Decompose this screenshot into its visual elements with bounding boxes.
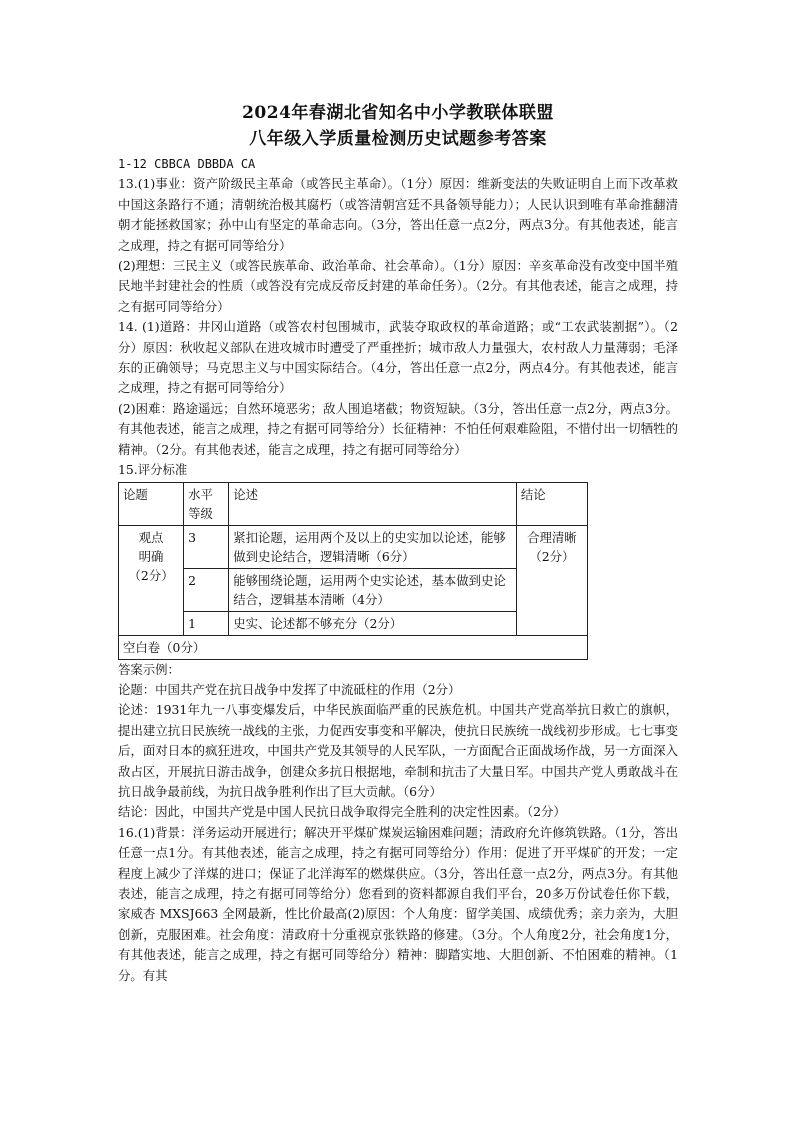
table-header-row <box>119 482 588 525</box>
q13-part1: 13.(1)事业：资产阶级民主革命（或答民主革命）。（1分）原因：维新变法的失败证明自上而下改革救中国这条路行不通；清朝统治极其腐朽（或答清朝宫廷不具备领导能力）；人民认识到唯有革命推翻清朝才能拯救国家；孙中山有坚定的革命志向。（3分，答出任意一点2分，两点3分。有其他表述，能言之成理，持之有据可同等给分） <box>118 176 678 253</box>
conclusion-criterion: 合理清晰 （2分） <box>516 525 587 635</box>
header-level: 水平 等级 <box>184 482 229 525</box>
q14-part2: (2)困难：路途遥远；自然环境恶劣；敌人围追堵截；物资短缺。（3分，答出任意一点2分，两点3分。有其他表述，能言之成理，持之有据可同等给分）长征精神：不怕任何艰难险阻，不惜付出一切牺牲的精神。（2分。有其他表述，能言之成理，持之有据可同等给分） <box>118 400 678 457</box>
description-cell: 紧扣论题，运用两个及以上的史实加以论述，能够做到史论结合，逻辑清晰（6分） <box>229 525 517 568</box>
topic-criterion: 观点 明确 （2分） <box>119 525 184 635</box>
level-cell: 1 <box>184 611 229 635</box>
table-row <box>119 635 588 659</box>
scoring-table <box>118 482 588 660</box>
answer-sheet <box>118 100 678 986</box>
header-argument: 论述 <box>229 482 517 525</box>
example-topic: 论题：中国共产党在抗日战争中发挥了中流砥柱的作用（2分） <box>118 681 461 697</box>
table-row <box>119 525 588 568</box>
blank-paper-row: 空白卷（0分） <box>119 635 588 659</box>
header-conclusion: 结论 <box>516 482 587 525</box>
example-conclusion: 结论：因此，中国共产党是中国人民抗日战争取得完全胜利的决定性因素。（2分） <box>118 804 566 820</box>
q15-heading: 15.评分标准 <box>118 462 188 478</box>
title-line-1: 2024年春湖北省知名中小学教联体联盟 <box>242 103 554 123</box>
choice-answers: 1-12 CBBCA DBBDA CA <box>118 157 256 171</box>
level-cell: 3 <box>184 525 229 568</box>
description-cell: 能够围绕论题，运用两个史实论述，基本做到史论结合，逻辑基本清晰（4分） <box>229 568 517 611</box>
q13-part2: (2)理想：三民主义（或答民族革命、政治革命、社会革命）。（1分）原因：辛亥革命没有改变中国半殖民地半封建社会的性质（或答没有完成反帝反封建的革命任务）。（2分。有其他表述，能言之成理，持之有据可同等给分） <box>118 258 678 314</box>
header-topic: 论题 <box>119 482 184 525</box>
description-cell: 史实、论述都不够充分（2分） <box>229 611 517 635</box>
q16-text: 16.(1)背景：洋务运动开展进行；解决开平煤矿煤炭运输困难问题；清政府允许修筑铁路。（1分，答出任意一点1分。有其他表述，能言之成理，持之有据可同等给分）作用：促进了开平煤矿的开发；一定程度上减少了洋煤的进口；保证了北洋海军的燃煤供应。（3分，答出任意一点2分，两点3分。有其他表述，能言之成理，持之有据可同等给分）您看到的资料都源自我们平台，20多万份试卷任你下载，家威杏 MXSJ663 全网最新，性比价最高(2)原因：个人角度：留学美国、成绩优秀；亲力亲为，大胆创新，克服困难。社会角度：清政府十分重视京张铁路的修建。（3分。个人角度2分，社会角度1分，有其他表述，能言之成理，持之有据可同等给分）精神：脚踏实地、大胆创新、不怕困难的精神。（1分。有其 <box>118 824 678 983</box>
example-heading: 答案示例： <box>118 661 180 677</box>
title-line-2: 八年级入学质量检测历史试题参考答案 <box>249 129 547 149</box>
q14-part1: 14. (1)道路：井冈山道路（或答农村包围城市，武装夺取政权的革命道路；或“工农武装割据”）。（2分）原因：秋收起义部队在进攻城市时遭受了严重挫折；城市敌人力量强大，农村敌人力量薄弱；毛泽东的正确领导；马克思主义与中国实际结合。（4分，答出任意一点2分，两点4分。有其他表述，能言之成理，持之有据可同等给分） <box>118 319 678 396</box>
example-argument: 论述：1931年九一八事变爆发后，中华民族面临严重的民族危机。中国共产党高举抗日救亡的旗帜，提出建立抗日民族统一战线的主张，力促西安事变和平解决，使抗日民族统一战线初步形成。七七事变后，面对日本的疯狂进攻，中国共产党及其领导的人民军队，一方面配合正面战场作战，另一方面深入敌占区，开展抗日游击战争，创建众多抗日根据地，牵制和抗击了大量日军。中国共产党人勇敢战斗在抗日战争最前线，为抗日战争胜利作出了巨大贡献。（6分） <box>118 702 678 799</box>
level-cell: 2 <box>184 568 229 611</box>
